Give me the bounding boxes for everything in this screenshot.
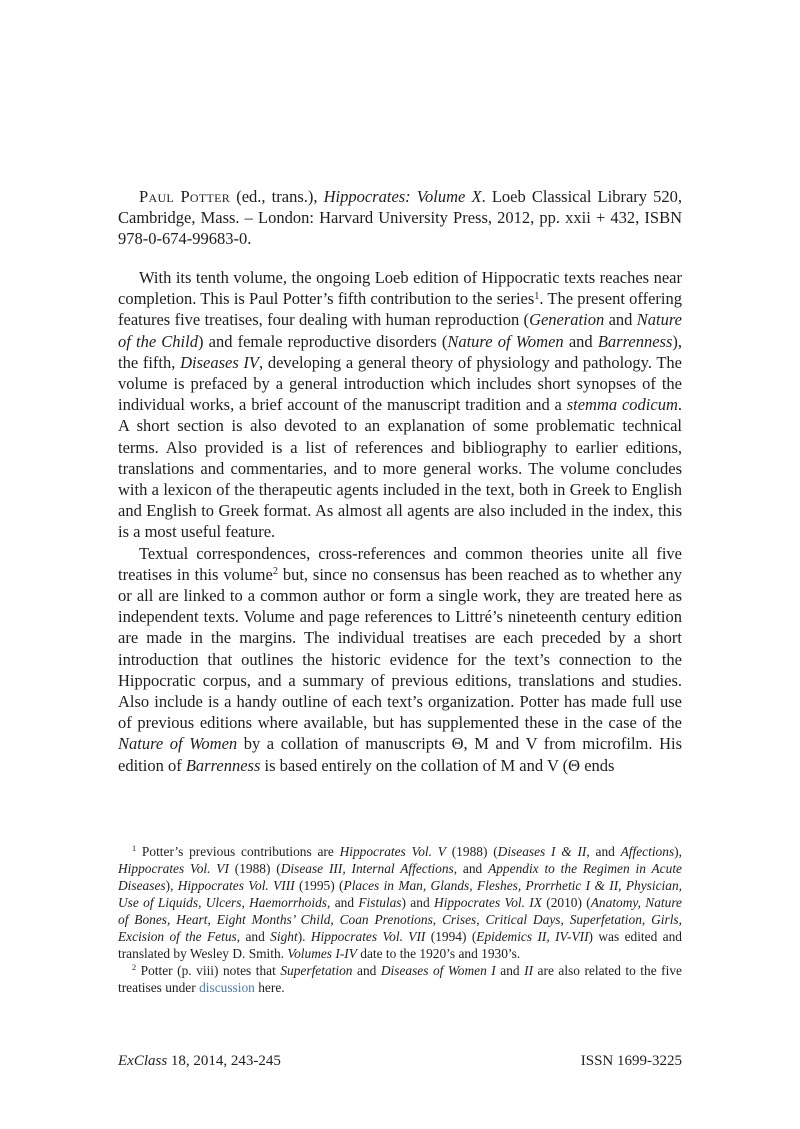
text-segment: 1: [132, 844, 137, 854]
text-segment: is based entirely on the collation of M and V (Θ ends: [260, 755, 615, 775]
text-segment: Generation: [529, 310, 605, 330]
text-segment: Paul Potter: [139, 187, 231, 206]
text-segment: Diseases of Women I: [380, 963, 496, 978]
text-segment: Diseases IV: [180, 352, 260, 372]
text-segment: and: [495, 963, 525, 978]
text-segment: Hippocrates Vol. VIII: [177, 878, 295, 893]
text-segment: Hippocrates Vol. V: [339, 844, 446, 859]
text-segment: (1988) (: [445, 844, 498, 859]
text-segment: and: [604, 310, 637, 330]
text-segment: Potter (p. viii) notes that: [136, 963, 281, 978]
text-segment: II: [524, 963, 534, 978]
issn: ISSN 1699-3225: [580, 1053, 682, 1069]
text-segment: Potter’s previous contributions are: [136, 844, 340, 859]
text-segment: Volumes I-IV: [287, 946, 357, 961]
text-segment: , and: [236, 929, 271, 944]
text-segment: ),: [674, 844, 682, 859]
text-segment: ), the fifth,: [118, 331, 682, 372]
text-segment: (1995) (: [294, 878, 344, 893]
text-segment: Affections: [620, 844, 675, 859]
text-segment: Hippocrates Vol. VI: [118, 861, 229, 876]
text-segment: (1994) (: [425, 929, 477, 944]
text-link[interactable]: discussion: [199, 980, 255, 995]
text-segment: Anatomy, Nature of Bones, Heart, Eight Months’ Child, Coan Prenotions, Crises, Critical Days, Superfetation, Girls, Excision of the Fetus: [118, 895, 682, 944]
text-segment: . A short section is also devoted to an explanation of some problematic technical terms. Also provided is a list of references and bibliography to earlier editions, translations and commentaries, and to more general works. The volume concludes with a lexicon of the therapeutic agents included in the text, both in Greek to English and English to Greek format. As almost all agents are also included in the index, this is a most useful feature.: [118, 395, 682, 542]
journal-citation: [118, 1053, 281, 1070]
text-segment: and: [563, 331, 598, 351]
text-segment: 2: [132, 963, 137, 973]
text-segment: Disease III, Internal Affections: [280, 861, 454, 876]
text-segment: Nature of Women: [118, 734, 238, 754]
text-segment: . The present offering features five treatises, four dealing with human reproduction (: [118, 289, 682, 330]
text-segment: here.: [254, 980, 285, 995]
text-segment: but, since no consensus has been reached as to whether any or all are linked to a common author or form a single work, they are treated here as independent texts. Volume and page references to Littré’s nineteenth century edition are made in the margins. The individual treatises are each preceded by a short introduction that outlines the historic evidence for the text’s connection to the Hippocratic corpus, and a summary of previous editions, translations and studies. Also include is a handy outline of each text’s organization. Potter has made full use of previous editions where available, but has supplemented these in the case of the: [118, 564, 683, 733]
text-segment: 1: [534, 290, 540, 302]
text-segment: are also related to the five treatises under: [118, 963, 682, 995]
text-segment: Superfetation: [280, 963, 353, 978]
text-segment: 18, 2014, 243-245: [167, 1053, 281, 1069]
citation-paragraph: [118, 186, 682, 249]
text-segment: With its tenth volume, the ongoing Loeb edition of Hippocratic texts reaches near completion. This is Paul Potter’s fifth contribution to the series: [118, 268, 682, 309]
text-segment: ).: [297, 929, 311, 944]
text-segment: Places in Man, Glands, Fleshes, Prorrhetic I & II, Physician, Use of Liquids, Ulcers, Haemorrhoids: [118, 878, 682, 910]
text-segment: Hippocrates: Volume X: [323, 187, 482, 206]
text-segment: Diseases I & II: [497, 844, 587, 859]
text-segment: ) and: [401, 895, 434, 910]
text-segment: (2010) (: [541, 895, 591, 910]
text-segment: date to the 1920’s and 1930’s.: [356, 946, 521, 961]
text-segment: Hippocrates Vol. VII: [310, 929, 426, 944]
body-paragraph-2: [118, 543, 682, 776]
text-segment: Nature of the Child: [118, 310, 683, 351]
text-segment: Barrenness: [185, 755, 261, 775]
text-segment: Epidemics II, IV-VII: [476, 929, 589, 944]
text-segment: . Loeb Classical Library 520, Cambridge, Mass. – London: Harvard University Press, 2012, pp. xxii + 432, ISBN 978-0-674-99683-0.: [118, 187, 683, 248]
text-segment: ) and female reproductive disorders (: [197, 331, 448, 351]
text-segment: , and: [586, 844, 621, 859]
text-segment: , developing a general theory of physiology and pathology. The volume is prefaced by a general introduction which includes short synopses of the individual works, a brief account of the manuscript tradition and a: [118, 352, 682, 415]
text-segment: Nature of Women: [447, 331, 564, 351]
text-segment: Textual correspondences, cross-references and common theories unite all five treatises in this volume: [118, 543, 682, 584]
text-segment: ) was edited and translated by Wesley D. Smith.: [118, 929, 682, 961]
text-segment: ExClass: [118, 1053, 168, 1069]
text-segment: stemma codicum: [566, 395, 678, 415]
text-segment: , and: [327, 895, 359, 910]
text-segment: (ed., trans.),: [230, 187, 324, 206]
footnotes-block: [118, 843, 682, 996]
text-segment: , and: [453, 861, 489, 876]
text-segment: Barrenness: [597, 331, 673, 351]
page-footer: [118, 1053, 682, 1070]
text-segment: Sight: [270, 929, 298, 944]
text-segment: (1988) (: [228, 861, 281, 876]
body-paragraph-1: [118, 267, 682, 543]
text-block: [118, 186, 682, 776]
text-segment: Appendix to the Regimen in Acute Diseases: [118, 861, 682, 893]
text-segment: and: [352, 963, 381, 978]
text-segment: Fistulas: [358, 895, 402, 910]
footnote-1: [118, 843, 682, 962]
text-segment: Hippocrates Vol. IX: [433, 895, 542, 910]
text-segment: by a collation of manuscripts Θ, M and V from microfilm. His edition of: [118, 734, 682, 775]
text-segment: 2: [272, 566, 278, 578]
footnote-2: [118, 962, 682, 996]
text-segment: ),: [165, 878, 178, 893]
